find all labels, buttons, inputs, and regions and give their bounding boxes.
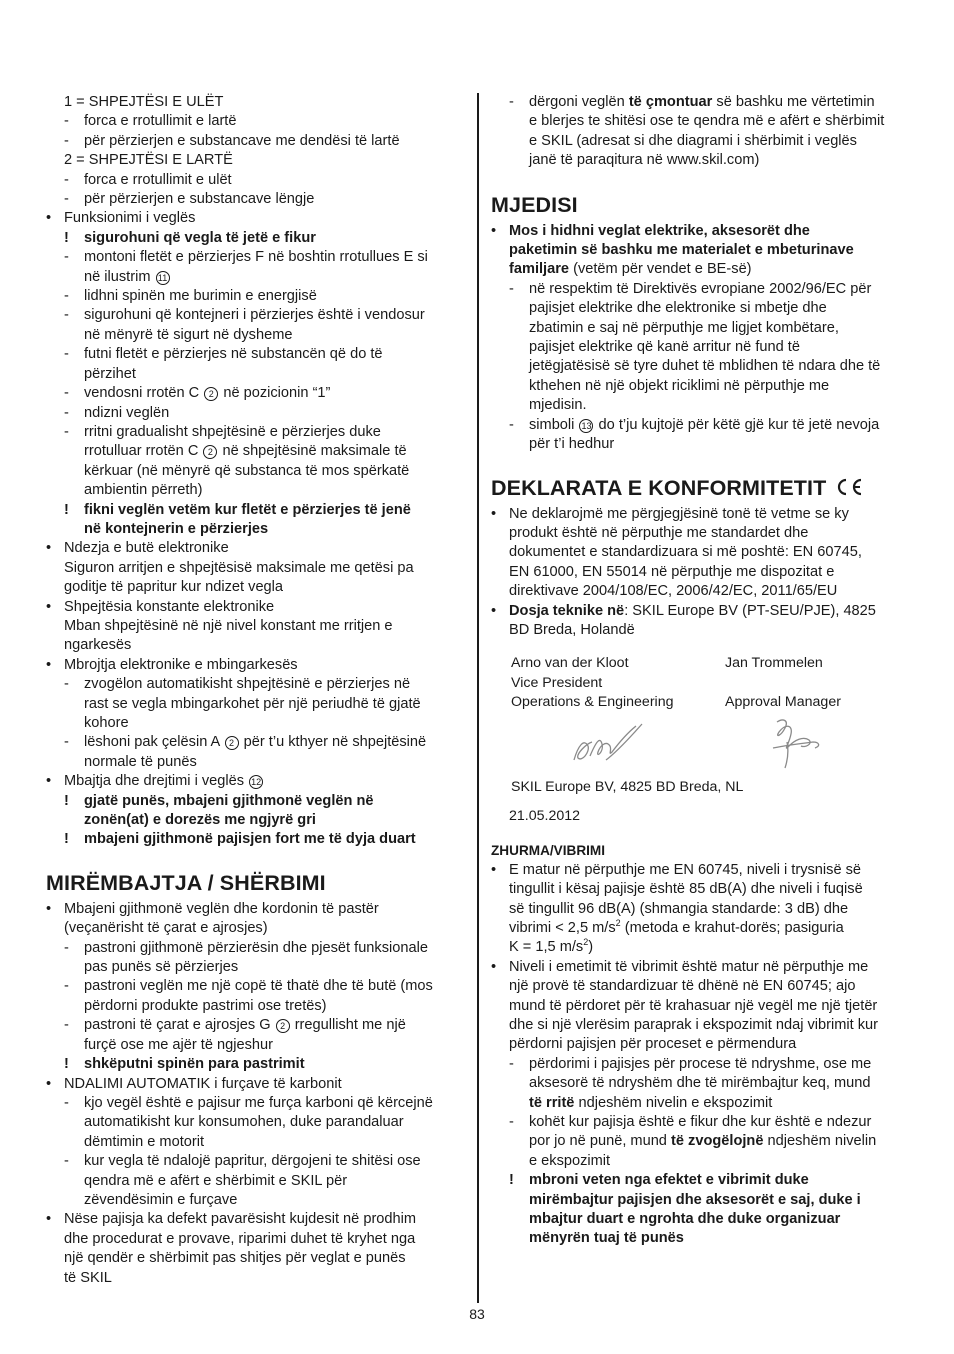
list-item-continuation: të rritë ndjeshëm nivelin e ekspozimit [529,1094,773,1111]
warning-item: ! sigurohuni që vegla të jetë e fikur [64,229,316,246]
warning-item: ! mbroni veten nga efektet e vibrimit duke [509,1172,809,1189]
text-line: goditje të papritur kur ndizet vegla [64,579,284,596]
section-heading-maintenance: MIRËMBAJTJA / SHËRBIMI [46,870,326,895]
page-number: 83 [469,1306,485,1322]
list-item: - kjo vegël është e pajisur me furça karboni që kërcejnë [64,1094,433,1111]
bullet-item: • E matur në përputhje me EN 60745, niveli i trysnisë së [491,861,862,878]
right-column [491,93,911,1249]
list-item-continuation: zbatimin e saj në përputhje me ligjet kombëtare, [529,319,839,336]
list-item: - për përzierjen e substancave me dendësi të lartë [64,132,400,149]
text-line: së tingullit 96 dB(A) (shmangia standarde: 3 dB) dhe [509,900,849,917]
left-column [46,93,466,1288]
signatory-1-name: Arno van der Kloot [511,655,629,672]
text-line: produkt është në përputhje me standardet dhe [509,524,809,541]
list-item-continuation: kërkuar (në mënyrë që substanca të mos spërkatë [84,462,410,479]
text-line: Siguron arritjen e shpejtësisë maksimale me qetësi pa [64,559,414,576]
list-item-continuation: furçë ose me ajër të ngjeshur [84,1036,274,1053]
list-item: - kohët kur pajisja është e fikur dhe kur është e ndezur [509,1114,872,1131]
text-line: dokumentet e standardizuara si më poshtë: EN 60745, [509,544,862,561]
signatory-2-name: Jan Trommelen [725,655,823,672]
list-item-continuation: e blerjes te shitësi ose te qendra më e afërt e shërbimit [529,113,885,130]
list-item: - lëshoni pak çelësin A 2 për t’u kthyer në shpejtësinë [64,734,427,751]
list-item: - simboli 13 do t’ju kujtojë për këtë gjë kur të jetë nevoja [509,416,880,433]
list-item-continuation: pajisjet elektrike që kanë arritur në fund të [529,339,800,356]
list-item-continuation: kthehen në një objekt riciklimi në përputhje me [529,377,830,394]
figure-ref-number: 12 [251,777,262,788]
text-line: të SKIL [64,1269,112,1286]
list-item: - vendosni rrotën C 2 në pozicionin “1” [64,385,331,402]
bullet-item: • NDALIMI AUTOMATIK i furçave të karbonit [46,1075,342,1092]
bullet-item: • Funksionimi i veglës [46,210,196,227]
list-item: - përdorimi i pajisjes për procese të ndryshme, ose me [509,1055,872,1072]
signature-2-image [763,712,829,772]
list-item-continuation: përdorni produkte pastrimi ose tretës) [84,997,327,1014]
list-item-continuation: zëvendësimin e furçave [84,1191,238,1208]
text-line: dhe si një vlerësim paraprak i ekspozimit ndaj vibrimit kur [509,1017,879,1033]
text-line: direktivave 2004/108/EC, 2006/42/EC, 2011/65/EU [509,583,838,600]
warning-item-continuation: në kontejnerin e përzierjes [84,520,269,537]
list-item: - pastroni të çarat e ajrosjes G 2 rregullisht me një [64,1017,406,1034]
text-line: një provë të standardizuar të dhënë në EN 60745; ajo [509,978,856,995]
text-line: dhe procedurat e provave, riparimi duhet të kryhet nga [64,1230,416,1247]
warning-item-continuation: mbajtur duart e ngrohta dhe duke organizuar [529,1211,841,1228]
list-item: - futni fletët e përzierjes në substancën që do të [64,346,383,363]
text-line: 2 = SHPEJTËSI E LARTË [64,152,233,169]
list-item-continuation: përzihet [84,365,136,382]
list-item-continuation: në mënyrë të sigurt në dysheme [84,326,293,343]
list-item-continuation: janë të paraqitura në www.skil.com) [529,152,760,169]
warning-item: ! shkëputni spinën para pastrimit [64,1056,305,1073]
signature-block [491,654,911,829]
list-item: - kur vegla të ndalojë papritur, dërgojeni te shitësi ose [64,1153,421,1170]
column-divider [477,93,479,1303]
list-item: - forca e rrotullimit e ulët [64,171,232,188]
list-item: - zvogëlon automatikisht shpejtësinë e përzierjes në [64,676,411,693]
list-item: - montoni fletët e përzierjes F në boshtin rrotullues E si [64,249,428,266]
bullet-item: • Niveli i emetimit të vibrimit është matur në përputhje me [491,958,869,975]
figure-ref-number: 2 [225,736,239,750]
signatory-1-department: Operations & Engineering [511,694,674,711]
list-item: - dërgoni veglën të çmontuar së bashku me vërtetimin [509,94,875,110]
text-line: përdorni pajisjen për proceset e përmendura [509,1036,797,1053]
text-line: mund të përdoret për të krahasuar një vegël me një tjetër [509,997,878,1014]
figure-ref-number: 11 [156,271,170,285]
text-line: (veçanërisht të çarat e ajrosjes) [64,920,268,937]
bullet-item: • Nëse pajisja ka defekt pavarësisht kujdesit në prodhim [46,1211,417,1228]
bullet-item: • Mbajeni gjithmonë veglën dhe kordonin të pastër [46,900,379,917]
list-item-continuation: e ekspozimit [529,1152,611,1169]
list-item-continuation: jetëgjatësisë së tyre duhet të mblidhen të ndara dhe të [529,358,881,375]
company-address: SKIL Europe BV, 4825 BD Breda, NL [511,779,744,796]
warning-item: ! fikni veglën vetëm kur fletët e përzierjes të jenë [64,501,411,518]
bullet-item: • Mos i hidhni veglat elektrike, aksesorët dhe [491,222,810,239]
signature-1-image [566,716,646,768]
list-item: - ndizni veglën [64,404,170,421]
figure-ref-number: 2 [203,445,217,459]
declaration-date: 21.05.2012 [509,808,581,825]
warning-item-continuation: mirëmbajtur pajisjen dhe aksesorët e saj, duke i [529,1191,861,1208]
list-item-continuation: në ilustrim 11 [46,268,466,287]
list-item-continuation: rast se vegla mbingarkohet për një periudhë të gjatë [84,695,421,712]
warning-item: ! gjatë punës, mbajeni gjithmonë veglën në [64,792,374,809]
list-item: - në respektim të Direktivës evropiane 2002/96/EC për [509,280,872,297]
text-line: paketimin së bashku me materialet e mbeturinave [509,242,854,259]
list-item-continuation: për t’i hedhur [529,436,615,453]
list-item-continuation: kohore [84,715,129,731]
list-item: - pastroni gjithmonë përzierësin dhe pjesët funksionale [64,939,428,956]
section-heading-environment: MJEDISI [491,192,578,217]
list-item: - për përzierjen e substancave lëngje [64,191,315,208]
section-heading-declaration: DEKLARATA E KONFORMITETIT [491,475,911,501]
text-line: K = 1,5 $m/s^2$) [509,937,594,956]
text-line: tingullit i kësaj pajisje është 85 dB(A) dhe niveli i fuqisë [509,881,863,898]
list-item-continuation: normale të punës [84,753,197,770]
list-item-continuation: aksesorë të ndryshëm dhe të mirëmbajtur keq, mund [529,1075,871,1092]
text-line: një qendër e shërbimit pas shitjes për veglat e punës [64,1250,406,1267]
list-item: - sigurohuni që kontejneri i përzierjes është i vendosur [64,307,425,324]
text-line: 1 = SHPEJTËSI E ULËT [64,94,224,110]
text-line: BD Breda, Holandë [509,621,635,638]
list-item-continuation: dëmtimin e motorit [84,1133,205,1150]
figure-ref-number: 2 [204,387,218,401]
signatory-2-title: Approval Manager [725,694,841,711]
subheading-noise-vibration: ZHURMA/VIBRIMI [491,843,606,859]
ce-mark-icon [834,477,864,497]
bullet-item: • Ndezja e butë elektronike [46,540,229,557]
list-item-continuation: pajisjet elektrike dhe elektronike si mbetje dhe [529,300,827,317]
bullet-item: • Shpejtësia konstante elektronike [46,598,275,615]
list-item-continuation: pas punës së përzierjes [84,959,239,976]
signatory-1-title: Vice President [511,674,603,691]
list-item-continuation: rrotulluar rrotën C 2 në shpejtësinë maksimale të [84,443,407,460]
text-line: ngarkesës [64,637,132,654]
text-line: vibrimi < 2,5 $m/s^2$ (metoda e krahut-dorës; pasiguria [509,918,844,936]
list-item-continuation: e SKIL (adresat si dhe diagrami i shërbimit i veglës [529,132,857,149]
list-item-continuation: mjedisin. [529,397,587,414]
warning-item-continuation: zonën(at) e dorezës me ngjyrë gri [84,812,316,829]
list-item: - rritni gradualisht shpejtësinë e përzierjes duke [64,423,381,440]
list-item-continuation: automatikisht kur konsumohen, duke parandaluar [84,1114,404,1131]
text-line: Mban shpejtësinë në një nivel konstant me rritjen e [64,617,393,634]
text-line: EN 61000, EN 55014 në përputhje me dispozitat e [509,563,835,580]
list-item-continuation: ambientin përreth) [84,482,203,499]
list-item-continuation: por jo në punë, mund të zvogëlojnë ndjeshëm nivelin [529,1133,877,1150]
bullet-item: • Mbajtja dhe drejtimi i veglës 12 [46,773,262,790]
list-item: - lidhni spinën me burimin e energjisë [64,288,317,305]
text-line: familjare (vetëm për vendet e BE-së) [509,261,752,278]
figure-ref-number: 2 [276,1019,290,1033]
warning-item-continuation: mënyrën tuaj të punës [529,1230,684,1247]
figure-ref-number: 13 [581,420,592,431]
bullet-item: • Dosja teknike në: SKIL Europe BV (PT-SEU/PJE), 4825 [491,602,876,619]
bullet-item: • Ne deklarojmë me përgjegjësinë tonë të vetme se ky [491,505,849,522]
list-item: - forca e rrotullimit e lartë [64,113,237,130]
warning-item: ! mbajeni gjithmonë pajisjen fort me të dyja duart [64,831,416,848]
list-item: - pastroni veglën me një copë të thatë dhe të butë (mos [64,978,433,995]
list-item-continuation: qendra më e afërt e shërbimit e SKIL për [84,1172,348,1189]
bullet-item: • Mbrojtja elektronike e mbingarkesës [46,656,298,673]
